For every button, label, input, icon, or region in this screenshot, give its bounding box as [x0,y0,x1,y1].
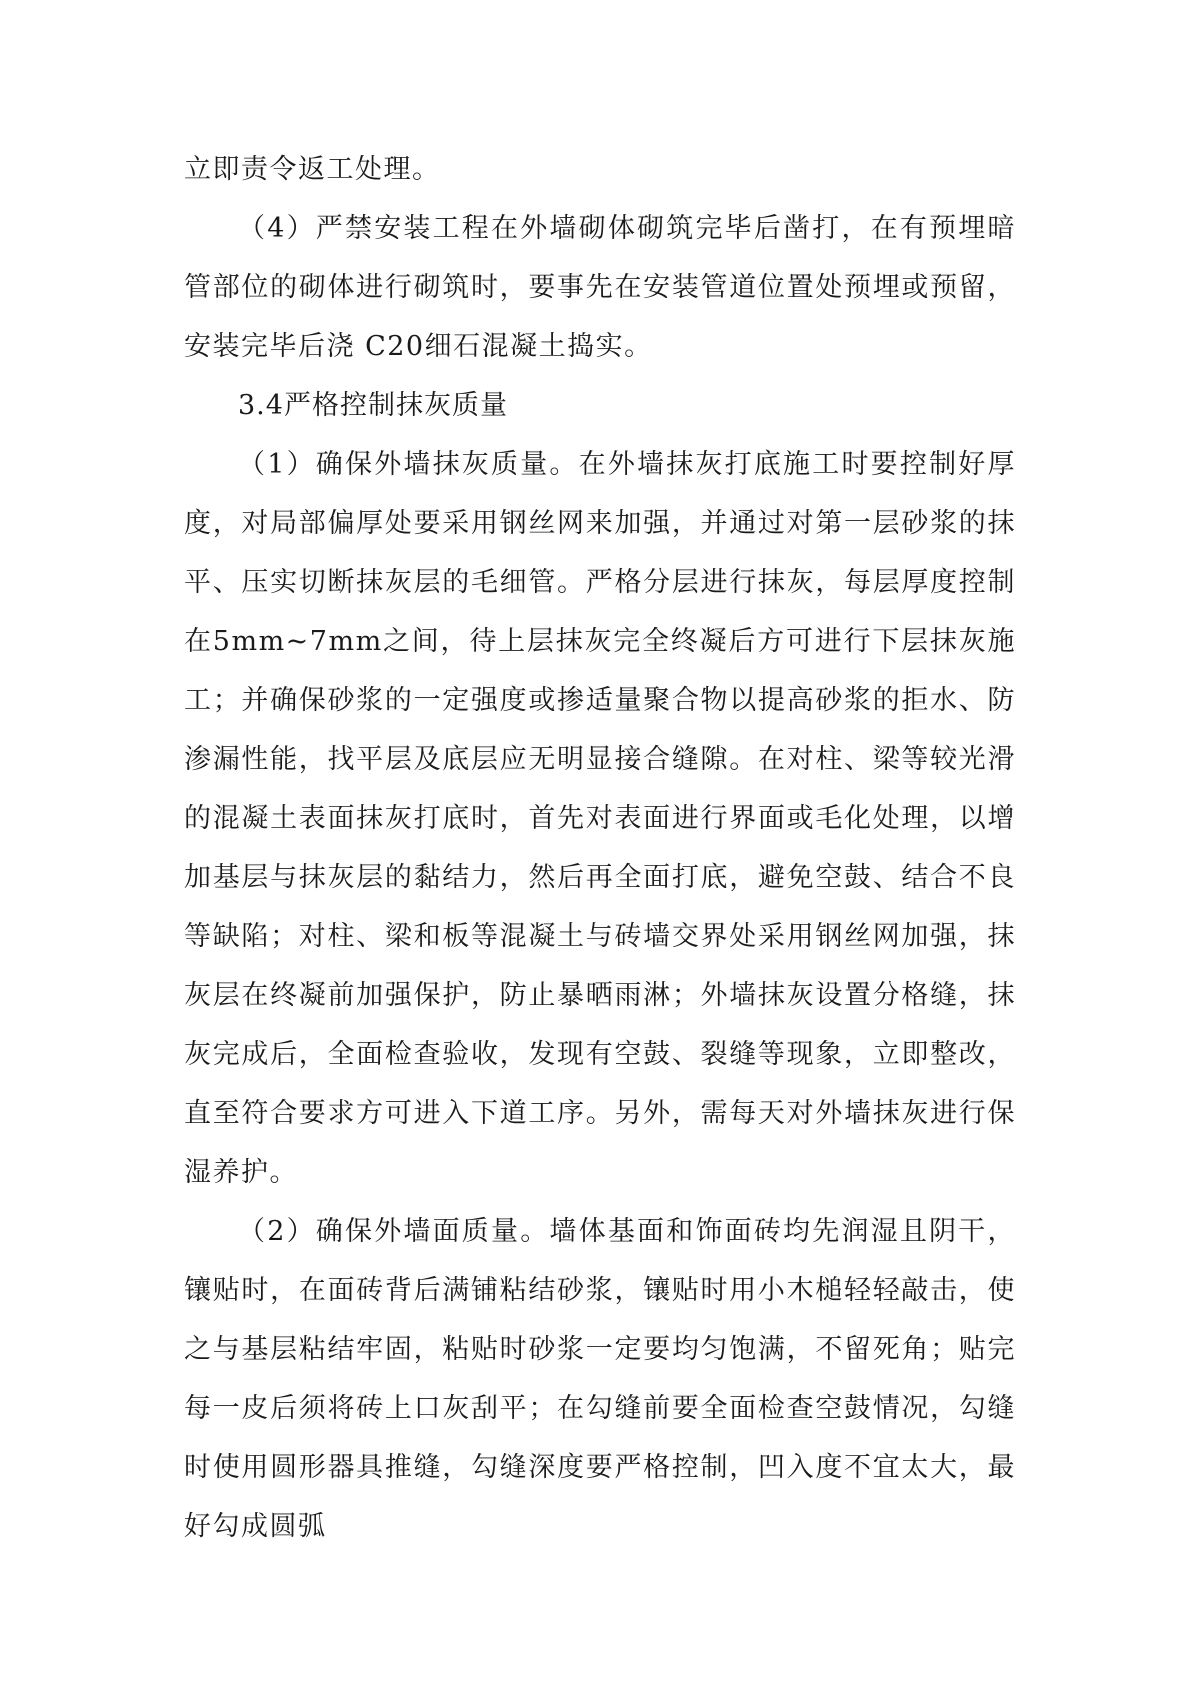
paragraph-wall-surface-quality: （2）确保外墙面质量。墙体基面和饰面砖均先润湿且阴干，镶贴时，在面砖背后满铺粘结砂浆，镶贴时用小木槌轻轻敲击，使之与基层粘结牢固，粘贴时砂浆一定要均匀饱满，不留死角；贴完每一皮后须将砖上口灰刮平；在勾缝前要全面检查空鼓情况，勾缝时使用圆形器具推缝，勾缝深度要严格控制，凹入度不宜太大，最好勾成圆弧 [184,1216,1016,1542]
document-body [184,140,1016,1556]
paragraph-continued: 立即责令返工处理。 [184,154,441,185]
section-heading: 3.4严格控制抹灰质量 [238,390,508,421]
paragraph-item-4: （4）严禁安装工程在外墙砌体砌筑完毕后凿打，在有预埋暗管部位的砌体进行砌筑时，要事先在安装管道位置处预埋或预留，安装完毕后浇 C20细石混凝土捣实。 [184,213,1016,362]
paragraph-plaster-quality: （1）确保外墙抹灰质量。在外墙抹灰打底施工时要控制好厚度，对局部偏厚处要采用钢丝网来加强，并通过对第一层砂浆的抹平、压实切断抹灰层的毛细管。严格分层进行抹灰，每层厚度控制在5mm~7mm之间，待上层抹灰完全终凝后方可进行下层抹灰施工；并确保砂浆的一定强度或掺适量聚合物以提高砂浆的拒水、防渗漏性能，找平层及底层应无明显接合缝隙。在对柱、梁等较光滑的混凝土表面抹灰打底时，首先对表面进行界面或毛化处理，以增加基层与抹灰层的黏结力，然后再全面打底，避免空鼓、结合不良等缺陷；对柱、梁和板等混凝土与砖墙交界处采用钢丝网加强，抹灰层在终凝前加强保护，防止暴晒雨淋；外墙抹灰设置分格缝，抹灰完成后，全面检查验收，发现有空鼓、裂缝等现象，立即整改，直至符合要求方可进入下道工序。另外，需每天对外墙抹灰进行保湿养护。 [184,449,1016,1188]
